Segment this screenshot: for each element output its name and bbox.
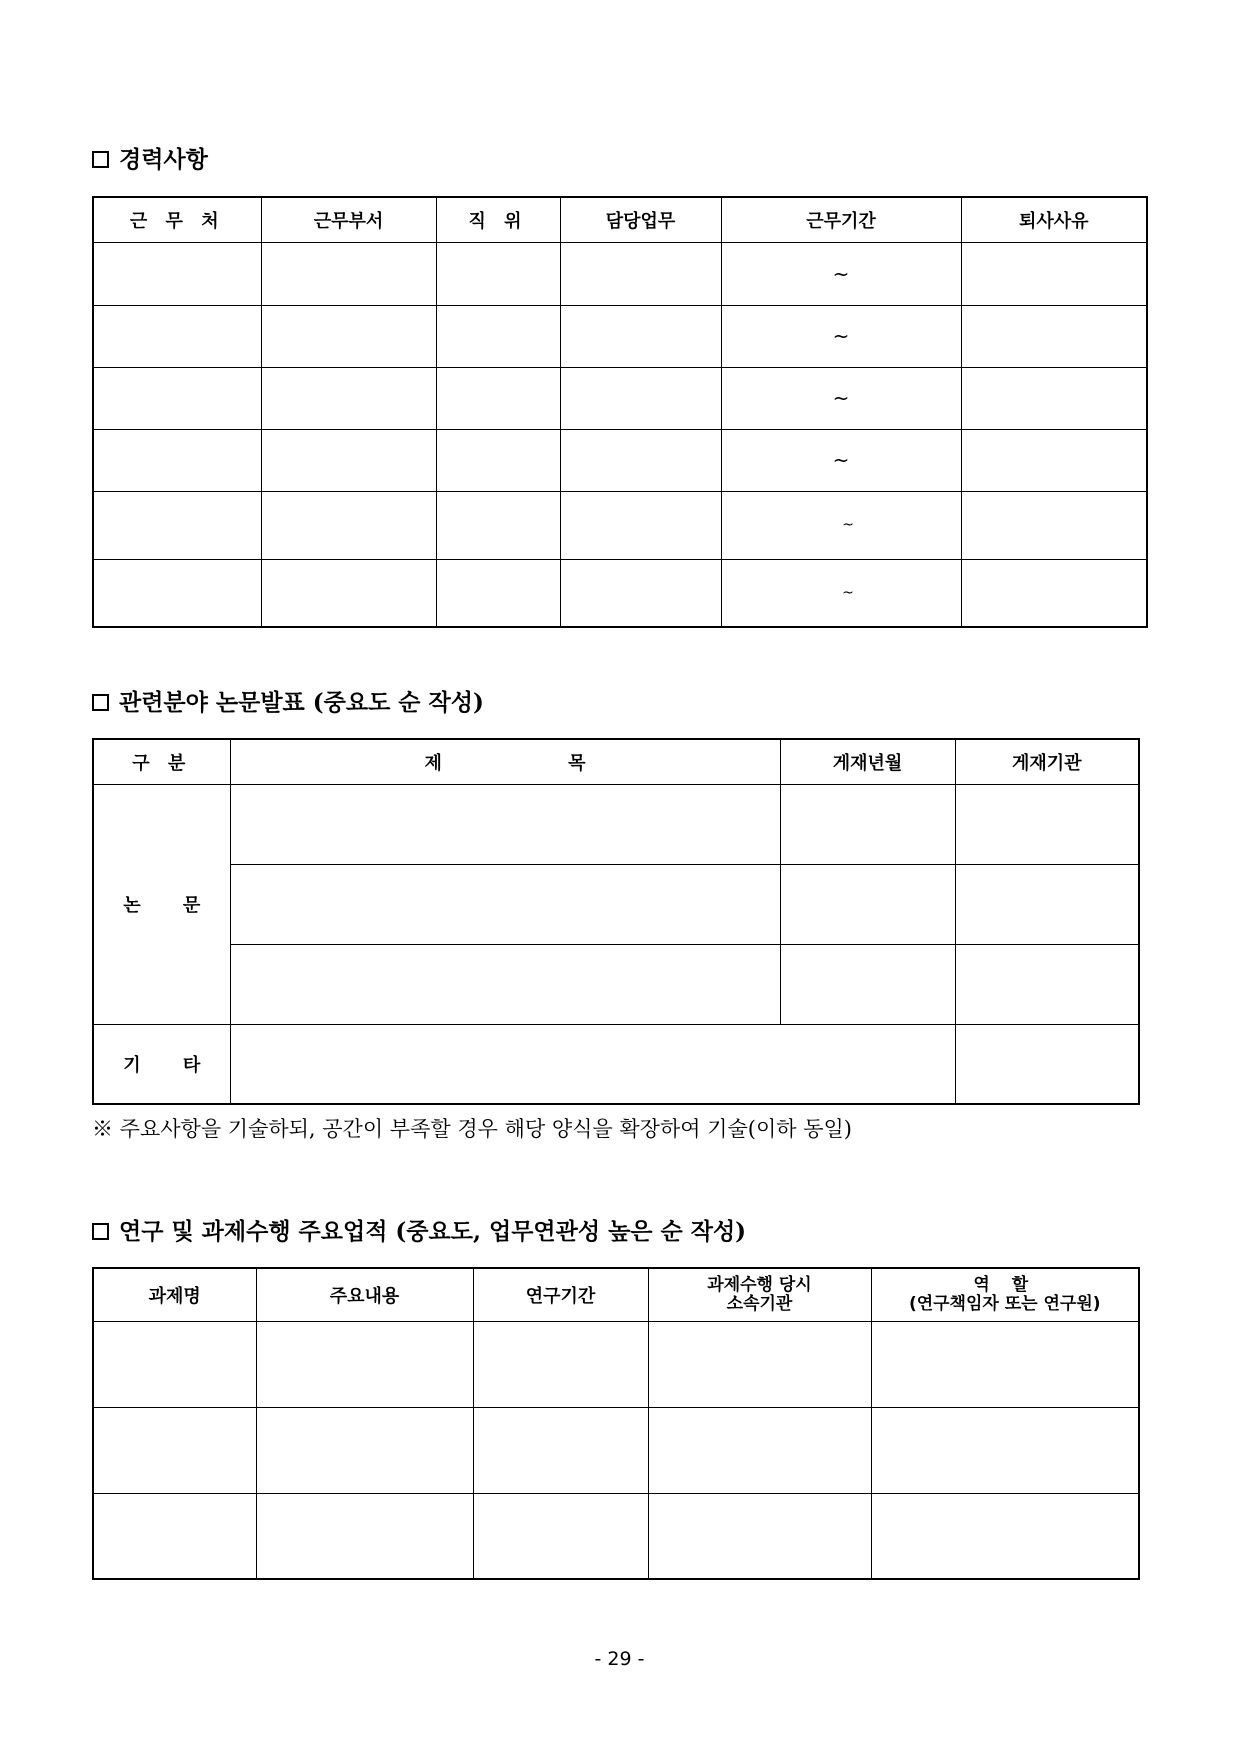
paper-publisher-cell[interactable] [955, 784, 1139, 864]
table-row [93, 1493, 1139, 1579]
table-row [93, 429, 1147, 491]
career-position-cell[interactable] [436, 305, 560, 367]
career-workplace-cell[interactable] [93, 429, 261, 491]
career-duties-cell[interactable] [560, 559, 721, 627]
checkbox-square-icon [92, 1223, 109, 1240]
career-duties-cell[interactable] [560, 242, 721, 305]
research-content-cell[interactable] [256, 1321, 473, 1407]
career-reason-cell[interactable] [961, 429, 1147, 491]
career-position-cell[interactable] [436, 491, 560, 559]
career-department-cell[interactable] [261, 367, 436, 429]
career-workplace-cell[interactable] [93, 367, 261, 429]
career-section-title [92, 145, 208, 175]
instruction-note: ※ 주요사항을 기술하되, 공간이 부족할 경우 해당 양식을 확장하여 기술(이하 동일) [92, 1117, 852, 1141]
table-row [93, 1321, 1139, 1407]
research-title-text: 연구 및 과제수행 주요업적 (중요도, 업무연관성 높은 순 작성) [119, 1218, 747, 1245]
career-header-position: 직 위 [436, 197, 560, 242]
career-duties-cell[interactable] [560, 305, 721, 367]
papers-title-text: 관련분야 논문발표 (중요도 순 작성) [119, 689, 484, 716]
research-table [92, 1267, 1140, 1580]
career-period-cell[interactable]: ~ [721, 559, 961, 627]
other-publisher-cell[interactable] [955, 1024, 1139, 1104]
career-period-cell[interactable]: ~ [721, 242, 961, 305]
career-reason-cell[interactable] [961, 491, 1147, 559]
table-row [93, 1407, 1139, 1493]
research-header-role [871, 1268, 1139, 1321]
papers-row-label-other: 기 타 [93, 1024, 230, 1104]
career-duties-cell[interactable] [560, 367, 721, 429]
role-line1: 역 할 [973, 1274, 1037, 1295]
career-duties-cell[interactable] [560, 429, 721, 491]
career-workplace-cell[interactable] [93, 305, 261, 367]
research-header-project-name: 과제명 [93, 1268, 256, 1321]
research-period-cell[interactable] [473, 1493, 648, 1579]
career-header-reason: 퇴사사유 [961, 197, 1147, 242]
research-role-cell[interactable] [871, 1493, 1139, 1579]
papers-header-date: 게재년월 [780, 739, 955, 784]
career-workplace-cell[interactable] [93, 242, 261, 305]
table-row [93, 491, 1147, 559]
career-header-duties: 담당업무 [560, 197, 721, 242]
research-header-affiliation [648, 1268, 871, 1321]
research-period-cell[interactable] [473, 1407, 648, 1493]
paper-title-cell[interactable] [230, 864, 780, 944]
table-row [93, 864, 1139, 944]
role-line2: (연구책임자 또는 연구원) [908, 1293, 1101, 1314]
career-title-text: 경력사항 [119, 146, 208, 173]
paper-publisher-cell[interactable] [955, 944, 1139, 1024]
affiliation-line2: 소속기관 [726, 1293, 793, 1314]
papers-table [92, 738, 1140, 1105]
career-period-cell[interactable]: ~ [721, 491, 961, 559]
research-content-cell[interactable] [256, 1493, 473, 1579]
paper-title-cell[interactable] [230, 944, 780, 1024]
career-header-department: 근무부서 [261, 197, 436, 242]
research-header-row [93, 1268, 1139, 1321]
career-department-cell[interactable] [261, 242, 436, 305]
paper-date-cell[interactable] [780, 944, 955, 1024]
career-reason-cell[interactable] [961, 559, 1147, 627]
career-department-cell[interactable] [261, 429, 436, 491]
papers-header-publisher: 게재기관 [955, 739, 1139, 784]
paper-publisher-cell[interactable] [955, 864, 1139, 944]
research-content-cell[interactable] [256, 1407, 473, 1493]
career-department-cell[interactable] [261, 491, 436, 559]
career-period-cell[interactable]: ~ [721, 367, 961, 429]
checkbox-square-icon [92, 694, 109, 711]
research-affiliation-cell[interactable] [648, 1493, 871, 1579]
career-position-cell[interactable] [436, 429, 560, 491]
papers-header-title: 제 목 [230, 739, 780, 784]
research-affiliation-cell[interactable] [648, 1321, 871, 1407]
table-row [93, 784, 1139, 864]
other-title-cell[interactable] [230, 1024, 955, 1104]
research-project-cell[interactable] [93, 1493, 256, 1579]
career-reason-cell[interactable] [961, 367, 1147, 429]
career-period-cell[interactable]: ~ [721, 305, 961, 367]
career-workplace-cell[interactable] [93, 491, 261, 559]
research-header-main-content: 주요내용 [256, 1268, 473, 1321]
papers-section-title [92, 688, 484, 718]
paper-date-cell[interactable] [780, 864, 955, 944]
career-table [92, 196, 1148, 628]
career-duties-cell[interactable] [560, 491, 721, 559]
page-number: - 29 - [594, 1648, 645, 1670]
career-reason-cell[interactable] [961, 242, 1147, 305]
career-workplace-cell[interactable] [93, 559, 261, 627]
research-affiliation-cell[interactable] [648, 1407, 871, 1493]
research-role-cell[interactable] [871, 1407, 1139, 1493]
career-period-cell[interactable]: ~ [721, 429, 961, 491]
table-row [93, 367, 1147, 429]
paper-title-cell[interactable] [230, 784, 780, 864]
career-position-cell[interactable] [436, 367, 560, 429]
table-row [93, 1024, 1139, 1104]
research-section-title [92, 1217, 746, 1247]
papers-header-category: 구 분 [93, 739, 230, 784]
table-row [93, 944, 1139, 1024]
career-header-row [93, 197, 1147, 242]
papers-row-label-paper: 논 문 [93, 784, 230, 1024]
table-row [93, 305, 1147, 367]
research-role-cell[interactable] [871, 1321, 1139, 1407]
career-position-cell[interactable] [436, 242, 560, 305]
checkbox-square-icon [92, 151, 109, 168]
table-row [93, 242, 1147, 305]
table-row [93, 559, 1147, 627]
research-period-cell[interactable] [473, 1321, 648, 1407]
papers-header-row [93, 739, 1139, 784]
career-reason-cell[interactable] [961, 305, 1147, 367]
research-header-period: 연구기간 [473, 1268, 648, 1321]
career-department-cell[interactable] [261, 305, 436, 367]
career-position-cell[interactable] [436, 559, 560, 627]
career-department-cell[interactable] [261, 559, 436, 627]
affiliation-line1: 과제수행 당시 [707, 1274, 812, 1295]
research-project-cell[interactable] [93, 1407, 256, 1493]
research-project-cell[interactable] [93, 1321, 256, 1407]
career-header-period: 근무기간 [721, 197, 961, 242]
paper-date-cell[interactable] [780, 784, 955, 864]
career-header-workplace: 근 무 처 [93, 197, 261, 242]
